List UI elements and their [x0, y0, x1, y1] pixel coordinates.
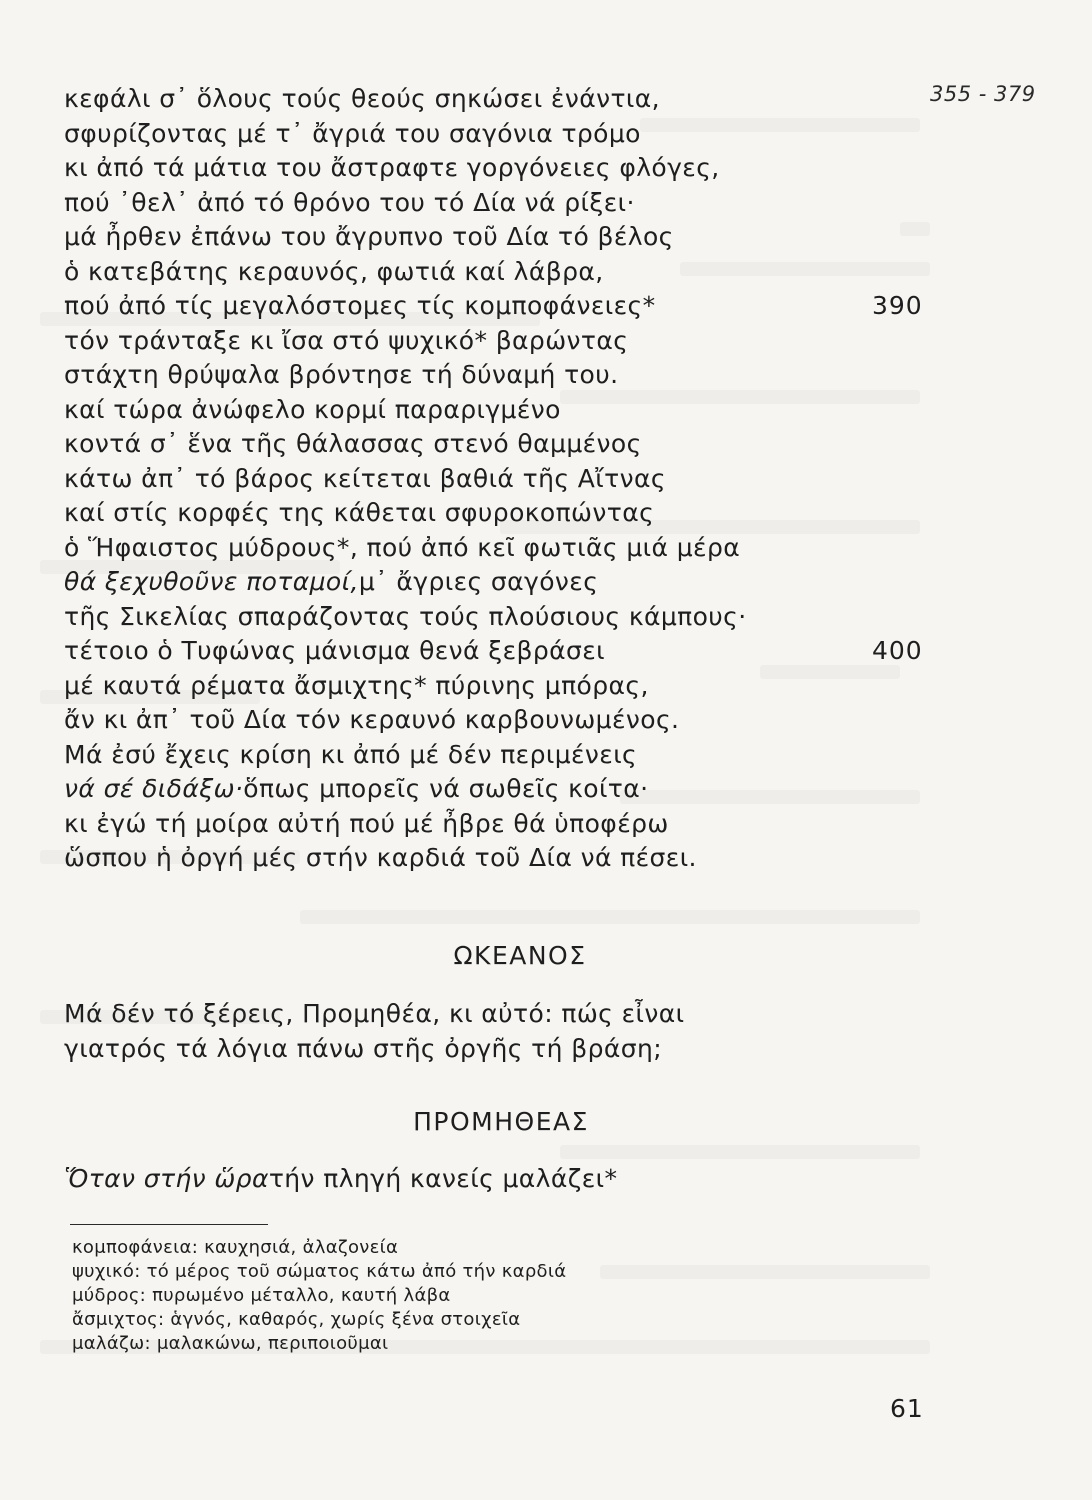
italic-phrase: θά ξεχυθοῦνε ποταμοί, — [64, 567, 359, 596]
verse-line: μέ καυτά ρέματα ἄσμιχτης* πύρινης μπόρας, — [64, 670, 649, 700]
verse-line: κι ἐγώ τή μοίρα αὐτή πού μέ ἦβρε θά ὑποφέρω — [64, 808, 669, 838]
footnote: μαλάζω: μαλακώνω, περιποιοῦμαι — [72, 1333, 389, 1354]
speaker-heading-oceanos: ΩΚΕΑΝΟΣ — [453, 941, 587, 970]
verse-line: τῆς Σικελίας σπαράζοντας τούς πλούσιους κάμπους· — [64, 601, 747, 631]
verse-line: τέτοιο ὁ Τυφώνας μάνισμα θενά ξεβράσει 400 — [64, 634, 944, 669]
verse-line: κοντά σ᾽ ἕνα τῆς θάλασσας στενό θαμμένος — [64, 429, 642, 458]
footnote: ἄσμιχτος: ἁγνός, καθαρός, χωρίς ξένα στοιχεῖα — [72, 1309, 521, 1330]
verse-line: μά ἦρθεν ἐπάνω του ἄγρυπνο τοῦ Δία τό βέλος — [64, 222, 674, 251]
verse-line: κι ἀπό τά μάτια του ἄστραφτε γοργόνειες φλόγες, — [64, 153, 720, 182]
verse-line: Μά δέν τό ξέρεις, Προμηθέα, κι αὐτό: πώς εἶναι — [64, 999, 685, 1028]
verse-passage-3 — [64, 1162, 944, 1197]
verse-line: γιατρός τά λόγια πάνω στῆς ὀργῆς τή βράση; — [64, 1033, 663, 1063]
line-number: 390 — [872, 291, 923, 320]
verse-line: στάχτη θρύψαλα βρόντησε τή δύναμή του. — [64, 360, 619, 389]
line-range-header: 355 - 379 — [930, 82, 1036, 106]
speaker-heading-prometheus: ΠΡΟΜΗΘΕΑΣ — [413, 1107, 589, 1136]
footnote-divider — [70, 1224, 268, 1225]
verse-line: καί τώρα ἀνώφελο κορμί παραριγμένο — [64, 394, 561, 424]
footnote: ψυχικό: τό μέρος τοῦ σώματος κάτω ἀπό τήν καρδιά — [72, 1261, 567, 1282]
verse-line: Μά ἐσύ ἔχεις κρίση κι ἀπό μέ δέν περιμένεις — [64, 739, 638, 769]
footnotes — [72, 1236, 672, 1356]
verse-line: ὁ Ἥφαιστος μύδρους*, πού ἀπό κεῖ φωτιᾶς μιά μέρα — [64, 532, 741, 562]
verse-line: ὥσπου ἡ ὀργή μές στήν καρδιά τοῦ Δία νά πέσει. — [64, 843, 697, 872]
italic-phrase: νά σέ διδάξω· — [64, 774, 244, 803]
verse-line: πού ᾽θελ᾽ ἀπό τό θρόνο του τό Δία νά ρίξει· — [64, 187, 635, 217]
verse-passage-1 — [64, 82, 944, 876]
verse-line: νά σέ διδάξω·ὅπως μπορεῖς νά σωθεῖς κοίτα· — [64, 772, 944, 807]
verse-line: σφυρίζοντας μέ τ᾽ ἄγριά του σαγόνια τρόμο — [64, 118, 641, 148]
line-number: 400 — [872, 636, 923, 665]
verse-line: πού ἀπό τίς μεγαλόστομες τίς κομποφάνειες* 390 — [64, 289, 944, 324]
footnote: μύδρος: πυρωμένο μέταλλο, καυτή λάβα — [72, 1285, 451, 1306]
verse-line: ὁ κατεβάτης κεραυνός, φωτιά καί λάβρα, — [64, 256, 604, 286]
verse-line: καί στίς κορφές της κάθεται σφυροκοπώντας — [64, 498, 655, 527]
verse-line: κάτω ἀπ᾽ τό βάρος κείτεται βαθιά τῆς Αἴτνας — [64, 463, 666, 493]
italic-phrase: Ὅταν στήν ὥρα — [64, 1164, 269, 1193]
verse-passage-2 — [64, 997, 944, 1066]
verse-line: τόν τράνταξε κι ἴσα στό ψυχικό* βαρώντας — [64, 325, 629, 355]
verse-line: κεφάλι σ᾽ ὅλους τούς θεούς σηκώσει ἐνάντια, — [64, 84, 660, 113]
footnote: κομποφάνεια: καυχησιά, ἀλαζονεία — [72, 1237, 399, 1258]
verse-line: Ὅταν στήν ὥρατήν πληγή κανείς μαλάζει* — [64, 1162, 944, 1197]
page-number: 61 — [890, 1394, 924, 1423]
verse-line: θά ξεχυθοῦνε ποταμοί,μ᾽ ἄγριες σαγόνες — [64, 565, 944, 600]
verse-line: ἄν κι ἀπ᾽ τοῦ Δία τόν κεραυνό καρβουνωμένος. — [64, 705, 680, 734]
